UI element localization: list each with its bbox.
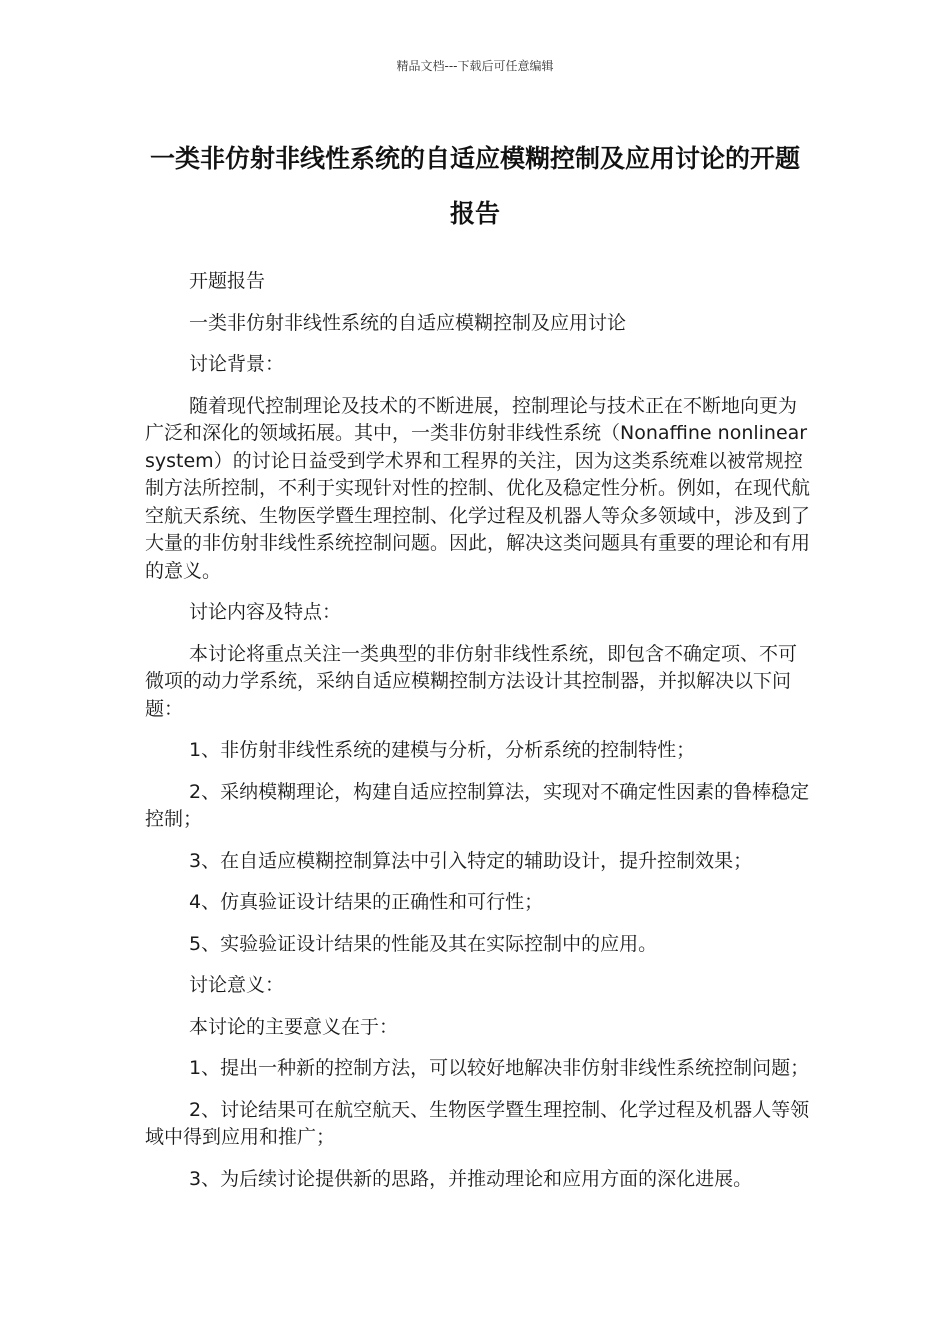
list-item: 1、提出一种新的控制方法，可以较好地解决非仿射非线性系统控制问题；	[189, 1057, 810, 1079]
paragraph-background: 随着现代控制理论及技术的不断进展，控制理论与技术正在不断地向更为广泛和深化的领域拓展。其中，一类非仿射非线性系统（Nonaffine nonlinear system）的讨论日益受到学术界和工程界的关注，因为这类系统难以被常规控制方法所控制，不利于实现针对性的控制、优化及稳定性分析。例如，在现代航空航天系统、生物医学暨生理控制、化学过程及机器人等众多领域中，涉及到了大量的非仿射非线性系统控制问题。因此，解决这类问题具有重要的理论和有用的意义。	[145, 394, 811, 582]
paragraph-topic: 一类非仿射非线性系统的自适应模糊控制及应用讨论	[189, 311, 627, 334]
list-item: 5、实验验证设计结果的性能及其在实际控制中的应用。	[189, 932, 658, 955]
document-title: 一类非仿射非线性系统的自适应模糊控制及应用讨论的开题报告	[149, 144, 800, 228]
list-item: 3、在自适应模糊控制算法中引入特定的辅助设计，提升控制效果；	[189, 849, 753, 872]
heading-content: 讨论内容及特点：	[189, 601, 342, 623]
list-item: 3、为后续讨论提供新的思路，并推动理论和应用方面的深化进展。	[189, 1167, 753, 1190]
list-item: 2、采纳模糊理论，构建自适应控制算法，实现对不确定性因素的鲁棒稳定控制；	[145, 780, 810, 830]
list-item: 1、非仿射非线性系统的建模与分析，分析系统的控制特性；	[189, 739, 696, 761]
list-item: 4、仿真验证设计结果的正确性和可行性；	[189, 891, 544, 913]
paragraph-content: 本讨论将重点关注一类典型的非仿射非线性系统，即包含不确定项、不可微项的动力学系统，采纳自适应模糊控制方法设计其控制器，并拟解决以下问题：	[145, 642, 798, 720]
paragraph-significance-intro: 本讨论的主要意义在于：	[189, 1015, 399, 1038]
list-item: 2、讨论结果可在航空航天、生物医学暨生理控制、化学过程及机器人等领域中得到应用和推广；	[145, 1098, 810, 1148]
header-note: 精品文档---下载后可任意编辑	[396, 59, 554, 73]
document-body	[145, 268, 810, 1207]
heading-significance: 讨论意义：	[189, 974, 285, 996]
heading-background: 讨论背景：	[189, 353, 285, 375]
paragraph-report-label: 开题报告	[189, 270, 266, 292]
